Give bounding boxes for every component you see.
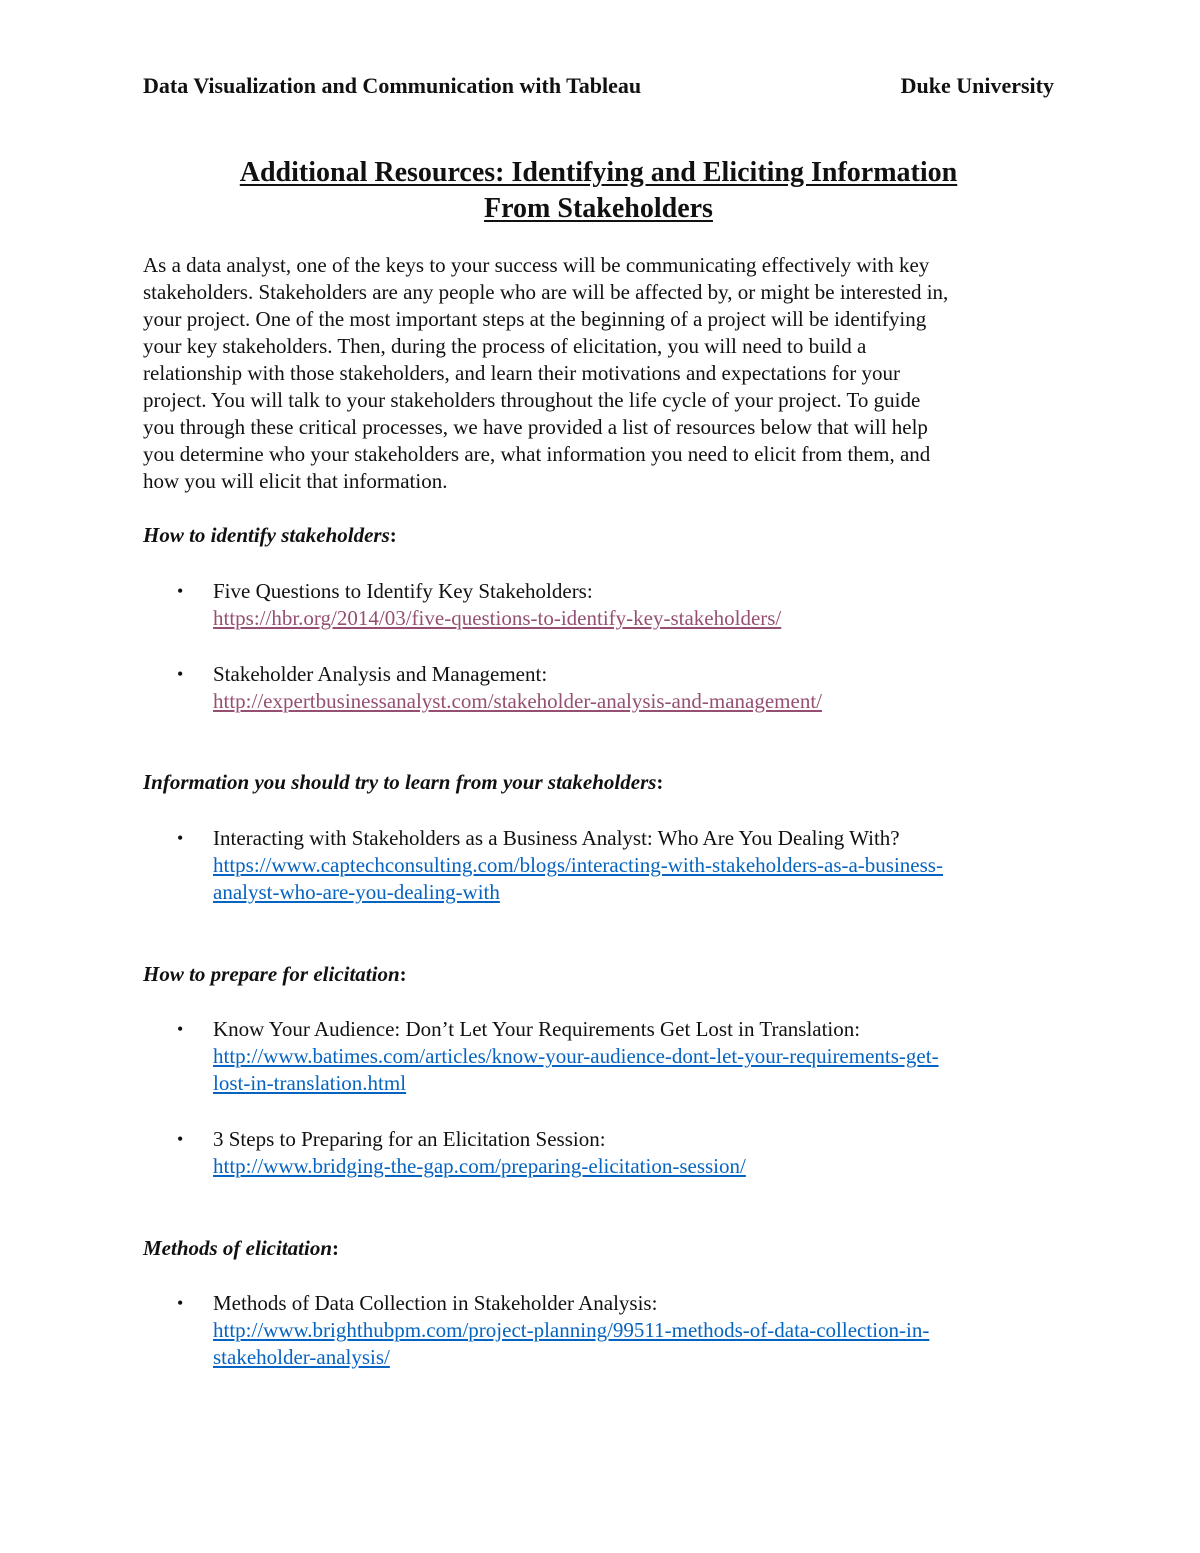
resource-item bbox=[143, 1290, 1054, 1371]
section-heading-colon: : bbox=[656, 770, 664, 794]
section-heading-prepare bbox=[143, 961, 407, 988]
resource-label: Five Questions to Identify Key Stakeholders: bbox=[213, 579, 593, 603]
intro-line: project. You will talk to your stakeholders throughout the life cycle of your project. To guide bbox=[143, 388, 921, 412]
section-heading-text: How to identify stakeholders bbox=[143, 523, 390, 547]
intro-line: you determine who your stakeholders are, what information you need to elicit from them, and bbox=[143, 442, 931, 466]
resource-link-continued[interactable]: stakeholder-analysis/ bbox=[213, 1345, 390, 1369]
resource-link[interactable]: http://www.bridging-the-gap.com/preparing-elicitation-session/ bbox=[213, 1154, 746, 1178]
resource-text bbox=[213, 661, 1054, 715]
section-heading-identify bbox=[143, 522, 397, 549]
title-line-2: From Stakeholders bbox=[484, 193, 713, 224]
section-heading-colon: : bbox=[332, 1236, 339, 1260]
bullet-icon: • bbox=[177, 581, 184, 601]
bullet-icon: • bbox=[177, 1129, 184, 1149]
resource-link-continued[interactable]: lost-in-translation.html bbox=[213, 1071, 407, 1095]
section-heading-methods bbox=[143, 1235, 339, 1262]
resource-link[interactable]: https://www.captechconsulting.com/blogs/interacting-with-stakeholders-as-a-business- bbox=[213, 853, 943, 877]
intro-line: you through these critical processes, we have provided a list of resources below that will help bbox=[143, 415, 928, 439]
resource-link[interactable]: http://expertbusinessanalyst.com/stakeholder-analysis-and-management/ bbox=[213, 689, 822, 713]
intro-line: stakeholders. Stakeholders are any people who are will be affected by, or might be interested in, bbox=[143, 280, 949, 304]
resource-label: Methods of Data Collection in Stakeholder Analysis: bbox=[213, 1291, 658, 1315]
resource-item bbox=[143, 825, 1054, 906]
bullet-icon: • bbox=[177, 828, 184, 848]
resource-text bbox=[213, 578, 1054, 632]
title-line-1: Additional Resources: Identifying and Eliciting Information bbox=[239, 157, 958, 188]
section-heading-colon: : bbox=[389, 523, 397, 547]
resource-label: Know Your Audience: Don’t Let Your Requirements Get Lost in Translation: bbox=[213, 1017, 861, 1041]
bullet-icon: • bbox=[177, 1293, 184, 1313]
resource-label: 3 Steps to Preparing for an Elicitation Session: bbox=[213, 1127, 606, 1151]
course-title: Data Visualization and Communication with Tableau bbox=[143, 73, 642, 98]
intro-line: your key stakeholders. Then, during the process of elicitation, you will need to build a bbox=[143, 334, 867, 358]
resource-label: Stakeholder Analysis and Management: bbox=[213, 662, 548, 686]
resource-text bbox=[213, 1126, 1054, 1180]
resource-text bbox=[213, 1016, 1054, 1097]
resource-link-continued[interactable]: analyst-who-are-you-dealing-with bbox=[213, 880, 500, 904]
resource-item bbox=[143, 661, 1054, 715]
page-header bbox=[143, 72, 1054, 100]
section-heading-colon: : bbox=[399, 962, 407, 986]
intro-line: your project. One of the most important steps at the beginning of a project will be identifying bbox=[143, 307, 927, 331]
section-heading-text: Methods of elicitation bbox=[143, 1236, 332, 1260]
bullet-icon: • bbox=[177, 664, 184, 684]
document-title bbox=[143, 155, 1054, 227]
intro-paragraph bbox=[143, 252, 1054, 495]
resource-item bbox=[143, 1016, 1054, 1097]
intro-line: As a data analyst, one of the keys to your success will be communicating effectively with key bbox=[143, 253, 930, 277]
section-heading-learn bbox=[143, 769, 663, 796]
resource-item bbox=[143, 1126, 1054, 1180]
bullet-icon: • bbox=[177, 1019, 184, 1039]
intro-line: how you will elicit that information. bbox=[143, 469, 448, 493]
resource-item bbox=[143, 578, 1054, 632]
institution-name: Duke University bbox=[900, 73, 1054, 98]
section-heading-text: How to prepare for elicitation bbox=[143, 962, 400, 986]
resource-label: Interacting with Stakeholders as a Business Analyst: Who Are You Dealing With? bbox=[213, 826, 900, 850]
resource-link[interactable]: http://www.brighthubpm.com/project-planning/99511-methods-of-data-collection-in- bbox=[213, 1318, 930, 1342]
resource-text bbox=[213, 1290, 1054, 1371]
intro-line: relationship with those stakeholders, and learn their motivations and expectations for your bbox=[143, 361, 900, 385]
resource-link[interactable]: https://hbr.org/2014/03/five-questions-to-identify-key-stakeholders/ bbox=[213, 606, 782, 630]
resource-text bbox=[213, 825, 1054, 906]
section-heading-text: Information you should try to learn from your stakeholders bbox=[143, 770, 657, 794]
resource-link[interactable]: http://www.batimes.com/articles/know-your-audience-dont-let-your-requirements-get- bbox=[213, 1044, 939, 1068]
